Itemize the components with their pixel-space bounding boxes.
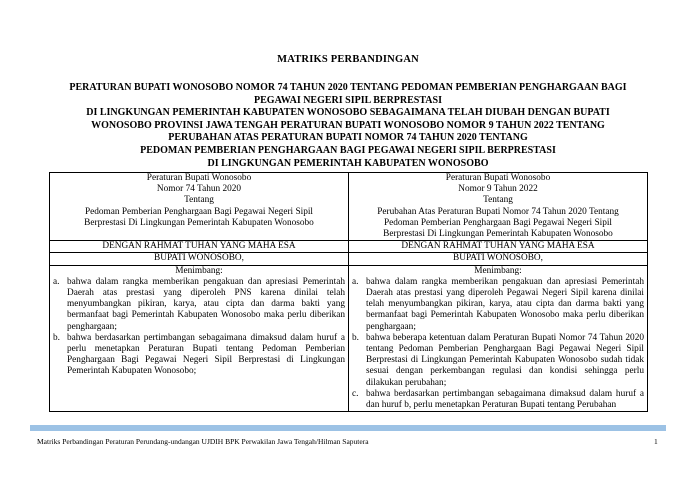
right-header-line: Perubahan Atas Peraturan Bupati Nomor 74 Tahun 2020 Tentang <box>377 206 619 217</box>
right-header-line: Pedoman Pemberian Penghargaan Bagi Pegawai Negeri Sipil <box>383 217 613 228</box>
left-considerations-list <box>53 277 345 378</box>
item-text: bahwa berdasarkan pertimbangan sebagaimana dimaksud dalam huruf a dan huruf b, perlu menetapkan Peraturan Bupati tentang Perubahan <box>366 388 644 411</box>
left-menimbang-heading: Menimbang: <box>175 265 223 276</box>
subtitle-line: PEGAWAI NEGERI SIPIL BERPRESTASI <box>254 94 442 106</box>
subtitle-line: WONOSOBO PROVINSI JAWA TENGAH PERATURAN BUPATI WONOSOBO NOMOR 9 TAHUN 2022 TENTANG <box>91 119 605 131</box>
right-rahmat: DENGAN RAHMAT TUHAN YANG MAHA ESA <box>349 241 648 253</box>
table-row <box>50 173 648 241</box>
left-header-cell <box>50 173 349 241</box>
right-menimbang-cell <box>349 265 648 412</box>
left-header-line: Nomor 74 Tahun 2020 <box>156 184 242 195</box>
right-header-cell <box>349 173 648 241</box>
list-item <box>352 389 644 411</box>
item-marker: b. <box>53 332 60 343</box>
item-text: bahwa beberapa ketentuan dalam Peraturan Bupati Nomor 74 Tahun 2020 tentang Pedoman Pemberian Penghargaan Bagi Pegawai Negeri Sipil Berprestasi di Lingkungan Pemerintah Kabupaten Wonosobo sudah tidak sesuai dengan perkembangan regulasi dan kondisi sehingga perlu dilakukan perubahan; <box>366 332 644 388</box>
right-bupati: BUPATI WONOSOBO, <box>349 253 648 265</box>
item-marker: b. <box>352 332 359 343</box>
right-header-line: Peraturan Bupati Wonosobo <box>445 173 551 183</box>
item-marker: a. <box>352 276 359 287</box>
table-row <box>50 241 648 253</box>
right-header-line: Tentang <box>483 195 513 206</box>
item-text: bahwa dalam rangka memberikan pengakuan dan apresiasi Pemerintah Daerah atas prestasi yang diperoleh PNS karena dinilai telah menyumbangkan pikiran, karya, atau cipta dan darma bakti yang bermanfaat bagi Pemerintah Kabupaten Wonosobo maka perlu diberikan penghargaan; <box>67 276 345 332</box>
item-marker: a. <box>53 276 60 287</box>
subtitle-line: PERATURAN BUPATI WONOSOBO NOMOR 74 TAHUN 2020 TENTANG PEDOMAN PEMBERIAN PENGHARGAAN BAGI <box>69 82 627 93</box>
page-number: 1 <box>654 437 658 446</box>
table-row <box>50 265 648 412</box>
right-header-line: Berprestasi Di Lingkungan Pemerintah Kabupaten Wonosobo <box>383 229 613 240</box>
right-menimbang-heading: Menimbang: <box>474 265 522 276</box>
subtitle-line: DI LINGKUNGAN PEMERINTAH KABUPATEN WONOSOBO <box>207 157 489 169</box>
left-header-line: Pedoman Pemberian Penghargaan Bagi Pegawai Negeri Sipil <box>84 206 314 217</box>
subtitle-line: PERUBAHAN ATAS PERATURAN BUPATI NOMOR 74 TAHUN 2020 TENTANG <box>168 132 528 144</box>
left-rahmat: DENGAN RAHMAT TUHAN YANG MAHA ESA <box>50 241 349 253</box>
left-header-line: Tentang <box>184 195 214 206</box>
list-item <box>352 333 644 389</box>
left-menimbang-cell <box>50 265 349 412</box>
footer-divider-bar <box>30 425 666 431</box>
left-bupati: BUPATI WONOSOBO, <box>50 253 349 265</box>
item-text: bahwa berdasarkan pertimbangan sebagaimana dimaksud dalam huruf a perlu menetapkan Peraturan Bupati tentang Pedoman Pemberian Penghargaan Bagi Pegawai Negeri Sipil Berprestasi di Lingkungan Pemerintah Kabupaten Wonosobo; <box>67 332 345 377</box>
item-marker: c. <box>352 388 359 399</box>
document-title: MATRIKS PERBANDINGAN <box>277 54 419 65</box>
left-header-line: Berprestasi Di Lingkungan Pemerintah Kabupaten Wonosobo <box>84 217 314 228</box>
left-header-line: Peraturan Bupati Wonosobo <box>146 173 252 183</box>
list-item <box>53 277 345 333</box>
right-header-line: Nomor 9 Tahun 2022 <box>458 184 538 195</box>
list-item <box>53 333 345 378</box>
subtitle-line: PEDOMAN PEMBERIAN PENGHARGAAN BAGI PEGAWAI NEGERI SIPIL BERPRESTASI <box>140 144 556 156</box>
table-row <box>50 253 648 265</box>
right-considerations-list <box>352 277 644 411</box>
document-subtitle <box>60 82 636 170</box>
subtitle-line: DI LINGKUNGAN PEMERINTAH KABUPATEN WONOSOBO SEBAGAIMANA TELAH DIUBAH DENGAN BUPATI <box>86 107 610 119</box>
comparison-table <box>49 172 648 412</box>
item-text: bahwa dalam rangka memberikan pengakuan dan apresiasi Pemerintah Daerah atas prestasi yang diperoleh Pegawai Negeri Sipil karena dinilai telah menyumbangkan pikiran, karya, atau cipta dan darma bakti yang bermanfaat bagi Pemerintah Kabupaten Wonosobo maka perlu diberikan penghargaan; <box>366 276 644 332</box>
list-item <box>352 277 644 333</box>
footer-text: Matriks Perbandingan Peraturan Perundang-undangan UJDIH BPK Perwakilan Jawa Tengah/Hilman Saputera <box>37 437 369 446</box>
